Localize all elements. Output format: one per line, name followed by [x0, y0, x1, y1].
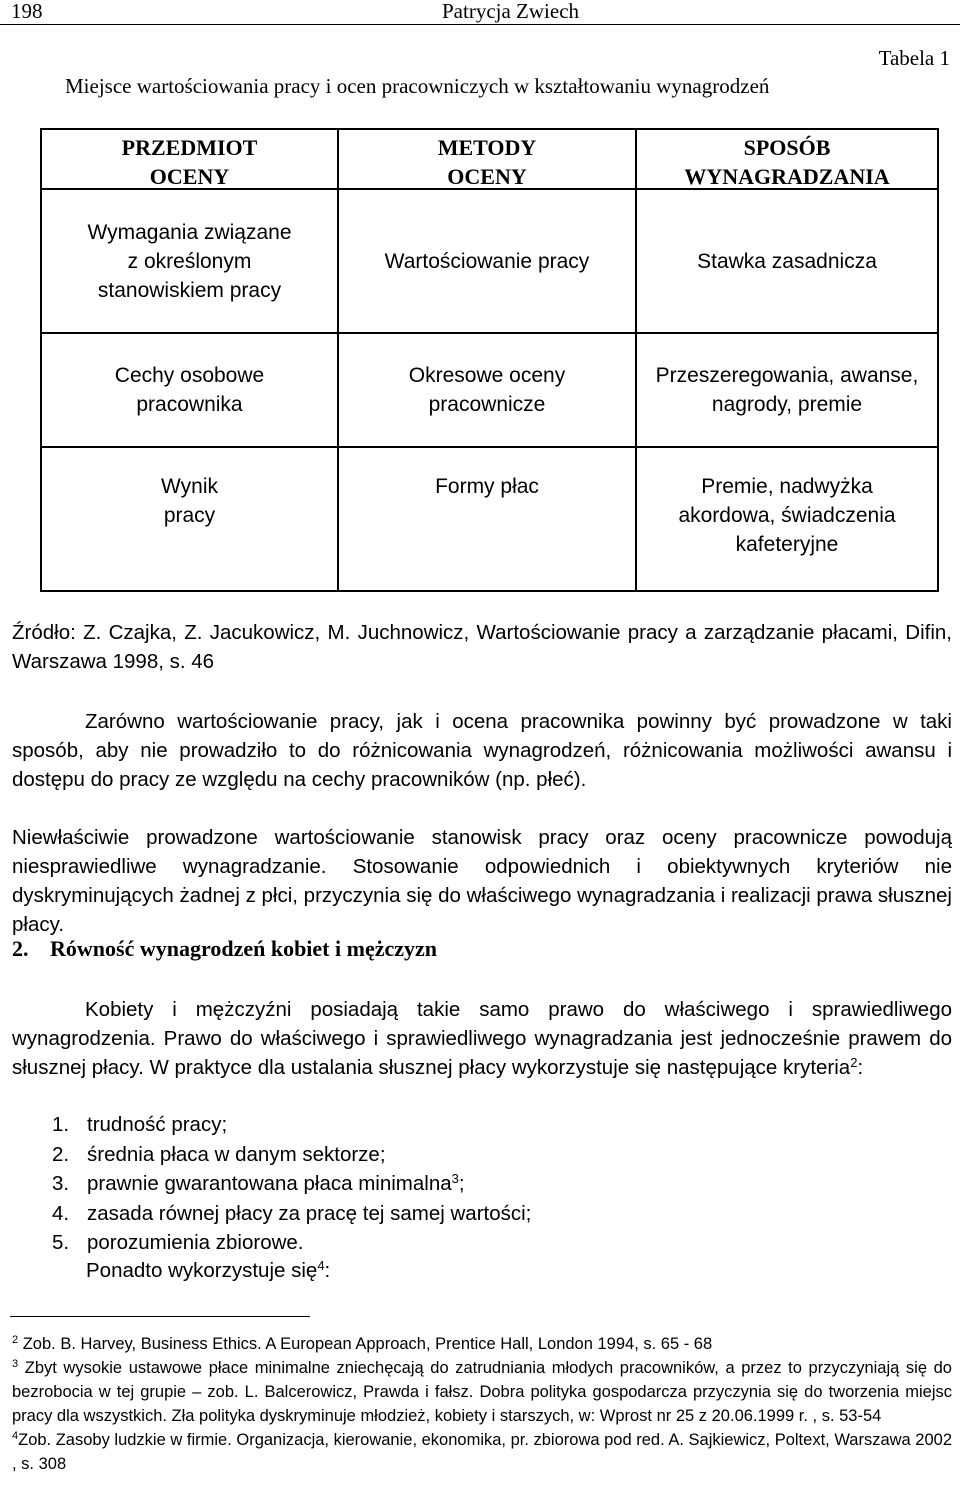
footnote-text: Zob. Zasoby ludzkie w firmie. Organizacja, kierowanie, ekonomika, pr. zbiorowa pod red. A. Sajkiewicz, Poltext, Warszawa 2002 , s. 308	[12, 1431, 953, 1473]
cell-line: Wartościowanie pracy	[384, 249, 590, 273]
section-heading	[12, 936, 437, 962]
paragraph	[12, 823, 952, 939]
page-header	[0, 0, 960, 24]
cell-line: Wynik	[161, 475, 218, 498]
table-cell	[637, 190, 937, 334]
footnote-ref[interactable]: 3	[451, 1171, 459, 1186]
table-header-methods	[339, 130, 637, 190]
table-cell	[42, 190, 339, 334]
list-item	[52, 1169, 932, 1199]
after-list-line	[86, 1256, 330, 1285]
cell-line: z określonym	[127, 249, 252, 273]
criteria-list	[52, 1110, 932, 1258]
paragraph-text: Kobiety i mężczyźni posiadają takie samo prawo do właściwego i sprawiedliwego wynagrodzenia. Prawo do właściwego i sprawiedliwego wynagradzania jest jednocześnie prawem do słusznej płacy. W praktyce dla ustalania słusznej płacy wykorzystuje się następujące kryteria	[12, 998, 952, 1079]
cell-line: Premie, nadwyżka	[701, 475, 873, 498]
list-item	[52, 1110, 932, 1140]
header-rule	[0, 24, 960, 25]
running-head: Patrycja Zwiech	[442, 0, 580, 23]
header-line: OCENY	[447, 164, 527, 189]
list-item	[52, 1199, 932, 1229]
list-text: prawnie gwarantowana płaca minimalna	[87, 1172, 452, 1195]
table-header-subject	[42, 130, 339, 190]
cell-line: pracownika	[136, 393, 243, 416]
footnote-text: Zbyt wysokie ustawowe płace minimalne zniechęcają do zatrudniania młodych pracowników, a przez to przyczyniają się do bezrobocia w tej grupie – zob. L. Balcerowicz, Prawda i fałsz. Dobra polityka gospodarcza przyczynia się do tworzenia miejsc pracy dla wszystkich. Zła polityka dyskryminuje młodzież, kobiety i starszych, w: Wprost nr 25 z 20.06.1999 r. , s. 53-54	[12, 1359, 952, 1425]
list-number: 2.	[52, 1142, 70, 1166]
cell-line: stanowiskiem pracy	[97, 278, 282, 302]
cell-line: akordowa, świadczenia	[678, 504, 896, 527]
list-text: porozumienia zbiorowe.	[87, 1231, 304, 1254]
table-cell	[637, 448, 937, 590]
table-cell	[42, 334, 339, 448]
footnote-number: 3	[12, 1358, 19, 1370]
list-number: 4.	[52, 1201, 70, 1225]
footnote-number: 2	[12, 1334, 19, 1346]
footnote	[12, 1356, 952, 1428]
footnote-number: 4	[12, 1430, 19, 1442]
footnote-ref[interactable]: 4	[317, 1258, 325, 1273]
cell-line: Cechy osobowe	[114, 364, 265, 387]
header-line: PRZEDMIOT	[121, 135, 258, 160]
footnote-text: Zob. B. Harvey, Business Ethics. A European Approach, Prentice Hall, London 1994, s. 65 - 68	[22, 1335, 713, 1353]
list-item	[52, 1140, 932, 1170]
list-text: zasada równej płacy za pracę tej samej wartości;	[87, 1201, 532, 1225]
section-title: Równość wynagrodzeń kobiet i mężczyzn	[50, 936, 437, 961]
list-text: średnia płaca w danym sektorze;	[87, 1142, 386, 1166]
table-cell	[339, 334, 637, 448]
list-tail: ;	[458, 1172, 465, 1195]
cell-line: pracownicze	[428, 393, 546, 416]
paragraph-tail: :	[857, 1056, 864, 1079]
list-number: 3.	[52, 1172, 70, 1195]
list-text: trudność pracy;	[87, 1113, 228, 1136]
table-cell	[42, 448, 339, 590]
header-line: OCENY	[149, 164, 230, 189]
cell-line: Okresowe oceny	[408, 364, 566, 387]
header-line: SPOSÓB	[743, 135, 831, 160]
header-line: WYNAGRADZANIA	[684, 164, 890, 189]
cell-line: pracy	[163, 504, 216, 527]
table-source: Źródło: Z. Czajka, Z. Jacukowicz, M. Juchnowicz, Wartościowanie pracy a zarządzanie płacami, Difin, Warszawa 1998, s. 46	[12, 621, 952, 673]
footnote-rule	[10, 1316, 310, 1317]
cell-line: nagrody, premie	[711, 393, 863, 416]
after-list-text: Ponadto wykorzystuje się	[86, 1259, 318, 1282]
header-line: METODY	[437, 135, 537, 160]
footnotes	[12, 1332, 952, 1476]
after-list-tail: :	[324, 1259, 331, 1282]
cell-line: Stawka zasadnicza	[697, 249, 877, 273]
page-number: 198	[11, 0, 43, 23]
cell-line: kafeteryjne	[735, 533, 839, 556]
footnote	[12, 1428, 952, 1476]
paragraph	[12, 995, 952, 1082]
table-label: Tabela 1	[878, 46, 950, 70]
evaluation-table	[40, 128, 939, 592]
table-caption: Miejsce wartościowania pracy i ocen pracowniczych w kształtowaniu wynagrodzeń	[65, 74, 770, 98]
cell-line: Formy płac	[435, 475, 539, 498]
cell-line: Przeszeregowania, awanse,	[655, 364, 919, 387]
paragraph-text: Niewłaściwie prowadzone wartościowanie stanowisk pracy oraz oceny pracownicze powodują niesprawiedliwe wynagradzanie. Stosowanie odpowiednich i obiektywnych kryteriów nie dyskryminujących żadnej z płci, przyczynia się do właściwego wynagradzania i realizacji prawa słusznej płacy.	[12, 826, 952, 936]
list-item	[52, 1228, 932, 1258]
paragraph-text: Zarówno wartościowanie pracy, jak i ocena pracownika powinny być prowadzone w taki sposób, aby nie prowadziło to do różnicowania wynagrodzeń, różnicowania możliwości awansu i dostępu do pracy ze względu na cechy pracowników (np. płeć).	[12, 710, 952, 791]
table-cell	[339, 190, 637, 334]
paragraph	[12, 707, 952, 794]
list-number: 1.	[52, 1113, 70, 1136]
table-cell	[339, 448, 637, 590]
table-header-pay-method	[637, 130, 937, 190]
list-number: 5.	[52, 1231, 70, 1254]
table-cell	[637, 334, 937, 448]
section-number: 2.	[12, 936, 29, 961]
cell-line: Wymagania związane	[87, 220, 292, 244]
footnote-ref[interactable]: 2	[850, 1055, 858, 1070]
footnote	[12, 1332, 952, 1356]
